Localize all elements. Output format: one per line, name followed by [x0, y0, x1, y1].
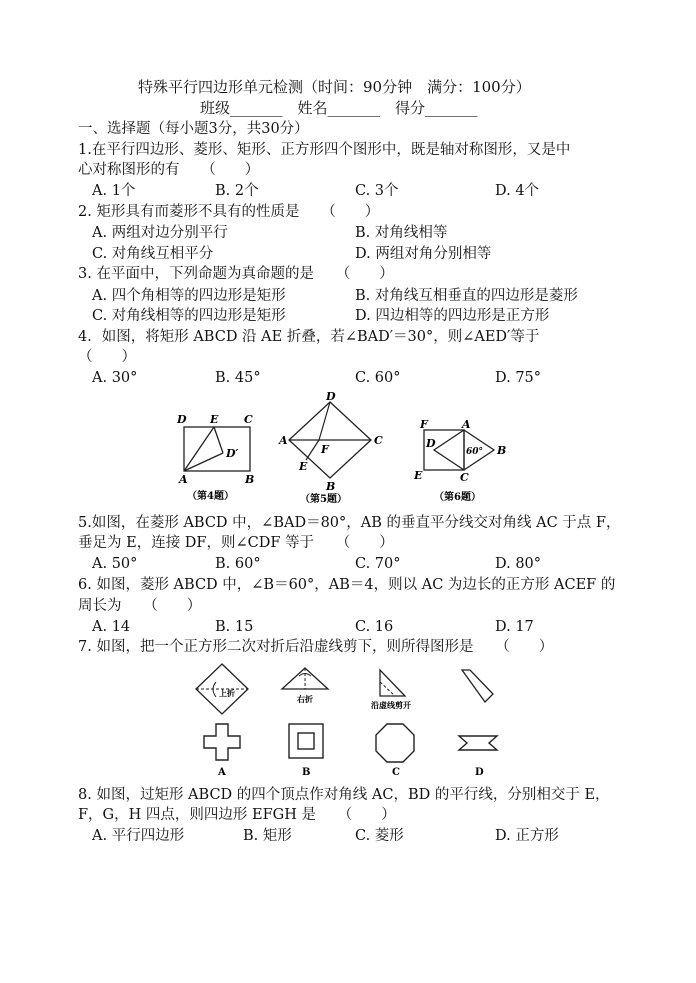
label-c: C	[460, 471, 469, 484]
fold-step-1	[196, 664, 248, 714]
q3-option-d: D. 四边相等的四边形是正方形	[355, 308, 550, 324]
q6-stem-line1: 6. 如图，菱形 ABCD 中，∠B＝60°，AB＝4，则以 AC 为边长的正方形 ACEF 的	[78, 577, 616, 593]
option-d-label: D	[475, 767, 484, 778]
student-info-line: 班级_______ 姓名_______ 得分_______	[200, 99, 478, 117]
q1-option-b: B. 2个	[215, 183, 259, 199]
label-c: C	[244, 413, 253, 426]
q1-option-a: A. 1个	[92, 183, 136, 199]
figure-7	[185, 660, 515, 780]
label-a: A	[279, 434, 288, 447]
figure-6	[412, 415, 522, 505]
q8-option-c: C. 菱形	[355, 828, 404, 844]
q5-option-c: C. 70°	[355, 556, 401, 572]
cut-piece	[462, 670, 493, 702]
q4-option-c: C. 60°	[355, 370, 401, 386]
q6-option-d: D. 17	[495, 619, 534, 635]
figure-4	[170, 405, 270, 505]
q2-option-a: A. 两组对边分别平行	[92, 225, 228, 241]
q7-stem: 7. 如图，把一个正方形二次对折后沿虚线剪下，则所得图形是 （ ）	[78, 639, 554, 655]
angle-label: 60°	[466, 447, 484, 457]
q4-option-a: A. 30°	[92, 370, 138, 386]
label-e: E	[414, 469, 423, 482]
label-f: F	[420, 418, 428, 431]
option-a-shape	[204, 724, 240, 760]
q5-option-d: D. 80°	[495, 556, 542, 572]
q3-option-b: B. 对角线互相垂直的四边形是菱形	[355, 288, 578, 304]
label-d-prime: D′	[226, 447, 239, 460]
label-a: A	[179, 473, 188, 486]
label-b: B	[326, 480, 336, 493]
q5-option-b: B. 60°	[215, 556, 261, 572]
square-acef	[424, 430, 464, 470]
q3-option-a: A. 四个角相等的四边形是矩形	[92, 288, 286, 304]
figure-5-caption: （第5题）	[300, 494, 347, 505]
label-d: D	[426, 437, 436, 450]
option-c-shape	[376, 724, 414, 762]
fold-step-2	[282, 668, 328, 704]
q6-stem-line2: 周长为 （ ）	[78, 598, 202, 614]
q4-option-b: B. 45°	[215, 370, 261, 386]
q1-option-c: C. 3个	[355, 183, 399, 199]
q2-option-c: C. 对角线互相平分	[92, 246, 214, 262]
q2-option-b: B. 对角线相等	[355, 225, 448, 241]
q6-option-a: A. 14	[92, 619, 131, 635]
label-e: E	[210, 413, 219, 426]
q8-option-b: B. 矩形	[243, 828, 292, 844]
q5-stem-line1: 5.如图，在菱形 ABCD 中，∠BAD＝80°，AB 的垂直平分线交对角线 AC 于点 F，	[78, 515, 621, 531]
q1-stem-line2: 心对称图形的有 （ ）	[78, 162, 260, 178]
fold-step-3	[370, 670, 411, 710]
label-c: C	[374, 434, 383, 447]
q8-stem-line1: 8. 如图，过矩形 ABCD 的四个顶点作对角线 AC，BD 的平行线，分别相交于 E，	[78, 787, 610, 803]
q8-option-d: D. 正方形	[495, 828, 559, 844]
label-d: D	[326, 390, 336, 403]
q3-option-c: C. 对角线相等的四边形是矩形	[92, 308, 286, 324]
option-d-shape	[459, 736, 497, 750]
q1-option-d: D. 4个	[495, 183, 540, 199]
q3-stem: 3. 在平面中，下列命题为真命题的是 （ ）	[78, 266, 394, 282]
option-b-inner	[298, 733, 314, 749]
q6-option-c: C. 16	[355, 619, 394, 635]
step-1-label: 上折	[219, 688, 235, 698]
q8-stem-line2: F，G，H 四点，则四边形 EFGH 是 （ ）	[78, 807, 396, 823]
q2-option-d: D. 两组对角分别相等	[355, 246, 492, 262]
q4-stem-line1: 4．如图，将矩形 ABCD 沿 AE 折叠，若∠BAD′＝30°，则∠AED′等于	[78, 329, 540, 345]
option-b-label: B	[302, 767, 311, 778]
q6-option-b: B. 15	[215, 619, 254, 635]
option-c-label: C	[392, 767, 400, 778]
label-b: B	[497, 444, 507, 457]
figure-4-caption: （第4题）	[187, 491, 234, 502]
section-heading: 一、选择题（每小题3分，共30分）	[78, 121, 309, 137]
q5-option-a: A. 50°	[92, 556, 138, 572]
perpendicular-bisector-ef	[306, 440, 319, 460]
q5-stem-line2: 垂足为 E，连接 DF，则∠CDF 等于 （ ）	[78, 535, 394, 551]
figure-6-caption: （第6题）	[434, 492, 481, 503]
q1-stem-line1: 1.在平行四边形、菱形、矩形、正方形四个图形中，既是轴对称图形，又是中	[78, 142, 571, 158]
segment-ed-prime	[214, 427, 223, 453]
label-b: B	[245, 473, 255, 486]
label-f: F	[321, 443, 329, 456]
figure-5	[276, 392, 386, 504]
label-d: D	[177, 413, 187, 426]
q8-option-a: A. 平行四边形	[92, 828, 185, 844]
label-e: E	[299, 460, 308, 473]
rectangle-abcd	[184, 427, 250, 471]
page-title: 特殊平行四边形单元检测（时间：90分钟 满分：100分）	[138, 78, 531, 96]
q2-stem: 2. 矩形具有而菱形不具有的性质是 （ ）	[78, 204, 380, 220]
step-3-label: 沿虚线剪开	[371, 700, 411, 710]
option-b-outer	[289, 724, 323, 758]
step-2-label: 右折	[297, 694, 313, 704]
label-a: A	[462, 418, 471, 431]
option-a-label: A	[218, 767, 226, 778]
q4-stem-line2: （ ）	[78, 349, 136, 365]
q4-option-d: D. 75°	[495, 370, 542, 386]
fold-arrow-icon	[213, 682, 216, 697]
